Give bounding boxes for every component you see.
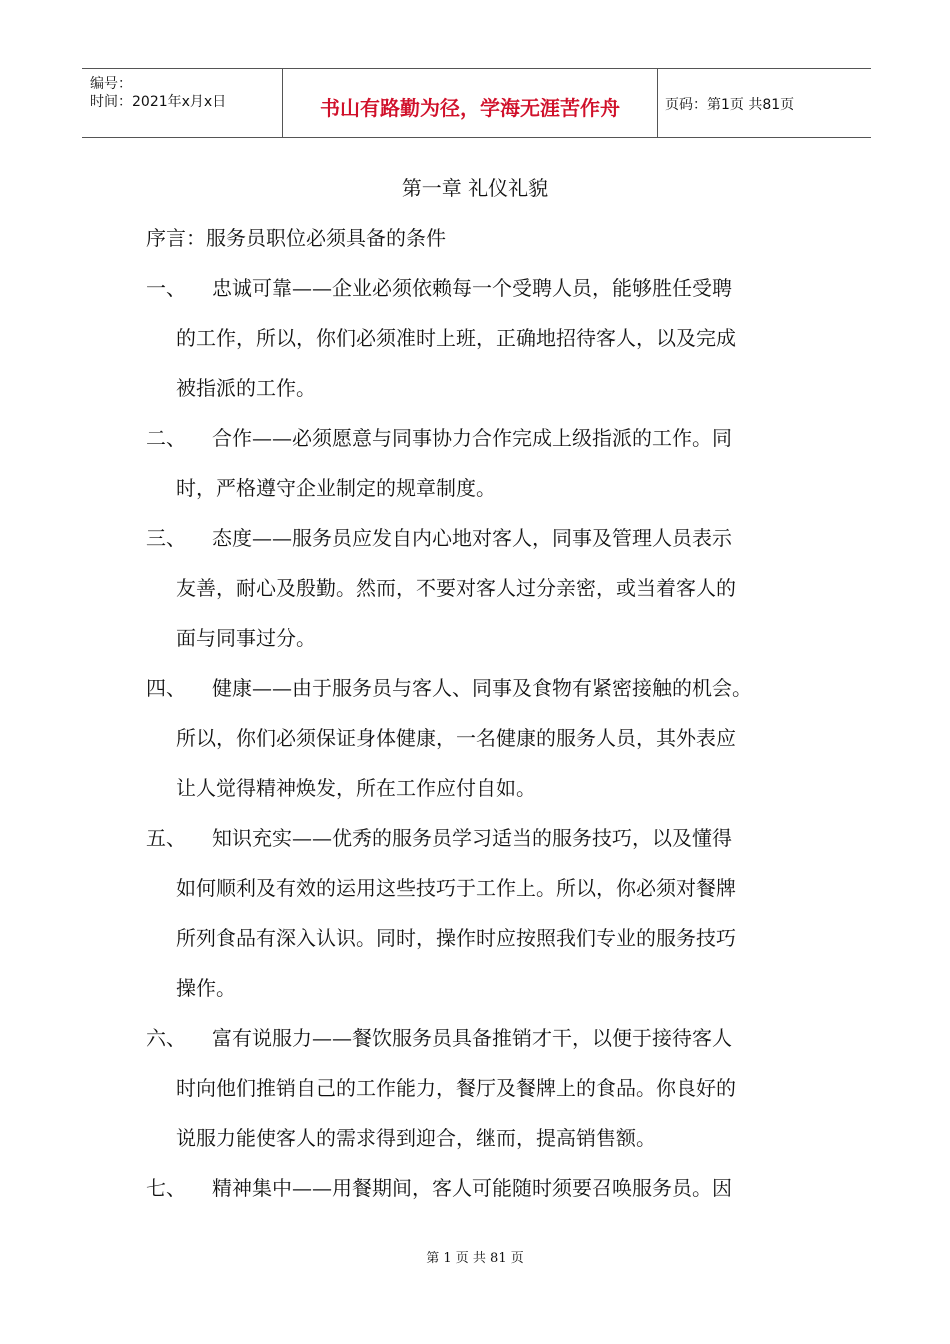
item-text-line: 时，严格遵守企业制定的规章制度。 [176,476,496,500]
item-text-line: 被指派的工作。 [176,376,316,400]
item-number: 四、 [146,676,186,700]
item-text-line: 所列食品有深入认识。同时，操作时应按照我们专业的服务技巧 [176,926,736,950]
item-text-line: 知识充实——优秀的服务员学习适当的服务技巧，以及懂得 [212,826,732,850]
preface-heading: 序言：服务员职位必须具备的条件 [146,226,446,250]
header-page-cell [657,69,871,137]
page-footer: 第 1 页 共 81 页 [426,1251,524,1266]
item-text-line: 精神集中——用餐期间，客人可能随时须要召唤服务员。因 [212,1176,732,1200]
item-text-line: 的工作，所以，你们必须准时上班，正确地招待客人，以及完成 [176,326,736,350]
time-label: 时间：2021年x月x日 [90,94,227,110]
item-text-line: 时向他们推销自己的工作能力，餐厅及餐牌上的食品。你良好的 [176,1076,736,1100]
item-number: 七、 [146,1176,186,1200]
item-number: 五、 [146,826,186,850]
item-text-line: 操作。 [176,976,236,1000]
item-text-line: 如何顺利及有效的运用这些技巧于工作上。所以，你必须对餐牌 [176,876,736,900]
item-number: 六、 [146,1026,186,1050]
document-header [82,68,871,138]
page-info: 页码：第1页 共81页 [665,97,795,113]
header-info-cell [82,69,282,137]
item-text-line: 说服力能使客人的需求得到迎合，继而，提高销售额。 [176,1126,656,1150]
number-label: 编号： [90,76,132,92]
item-number: 三、 [146,526,186,550]
item-text-line: 健康——由于服务员与客人、同事及食物有紧密接触的机会。 [212,676,752,700]
motto-text: 书山有路勤为径，学海无涯苦作舟 [320,96,620,120]
header-motto-cell [282,69,658,137]
item-text-line: 所以，你们必须保证身体健康，一名健康的服务人员，其外表应 [176,726,736,750]
item-number: 二、 [146,426,186,450]
item-text-line: 富有说服力——餐饮服务员具备推销才干，以便于接待客人 [212,1026,732,1050]
item-text-line: 态度——服务员应发自内心地对客人，同事及管理人员表示 [212,526,732,550]
item-text-line: 忠诚可靠——企业必须依赖每一个受聘人员，能够胜任受聘 [212,276,732,300]
item-text-line: 让人觉得精神焕发，所在工作应付自如。 [176,776,536,800]
item-number: 一、 [146,276,186,300]
item-text-line: 面与同事过分。 [176,626,316,650]
item-text-line: 合作——必须愿意与同事协力合作完成上级指派的工作。同 [212,426,732,450]
item-text-line: 友善，耐心及殷勤。然而，不要对客人过分亲密，或当着客人的 [176,576,736,600]
chapter-title: 第一章 礼仪礼貌 [401,176,549,200]
